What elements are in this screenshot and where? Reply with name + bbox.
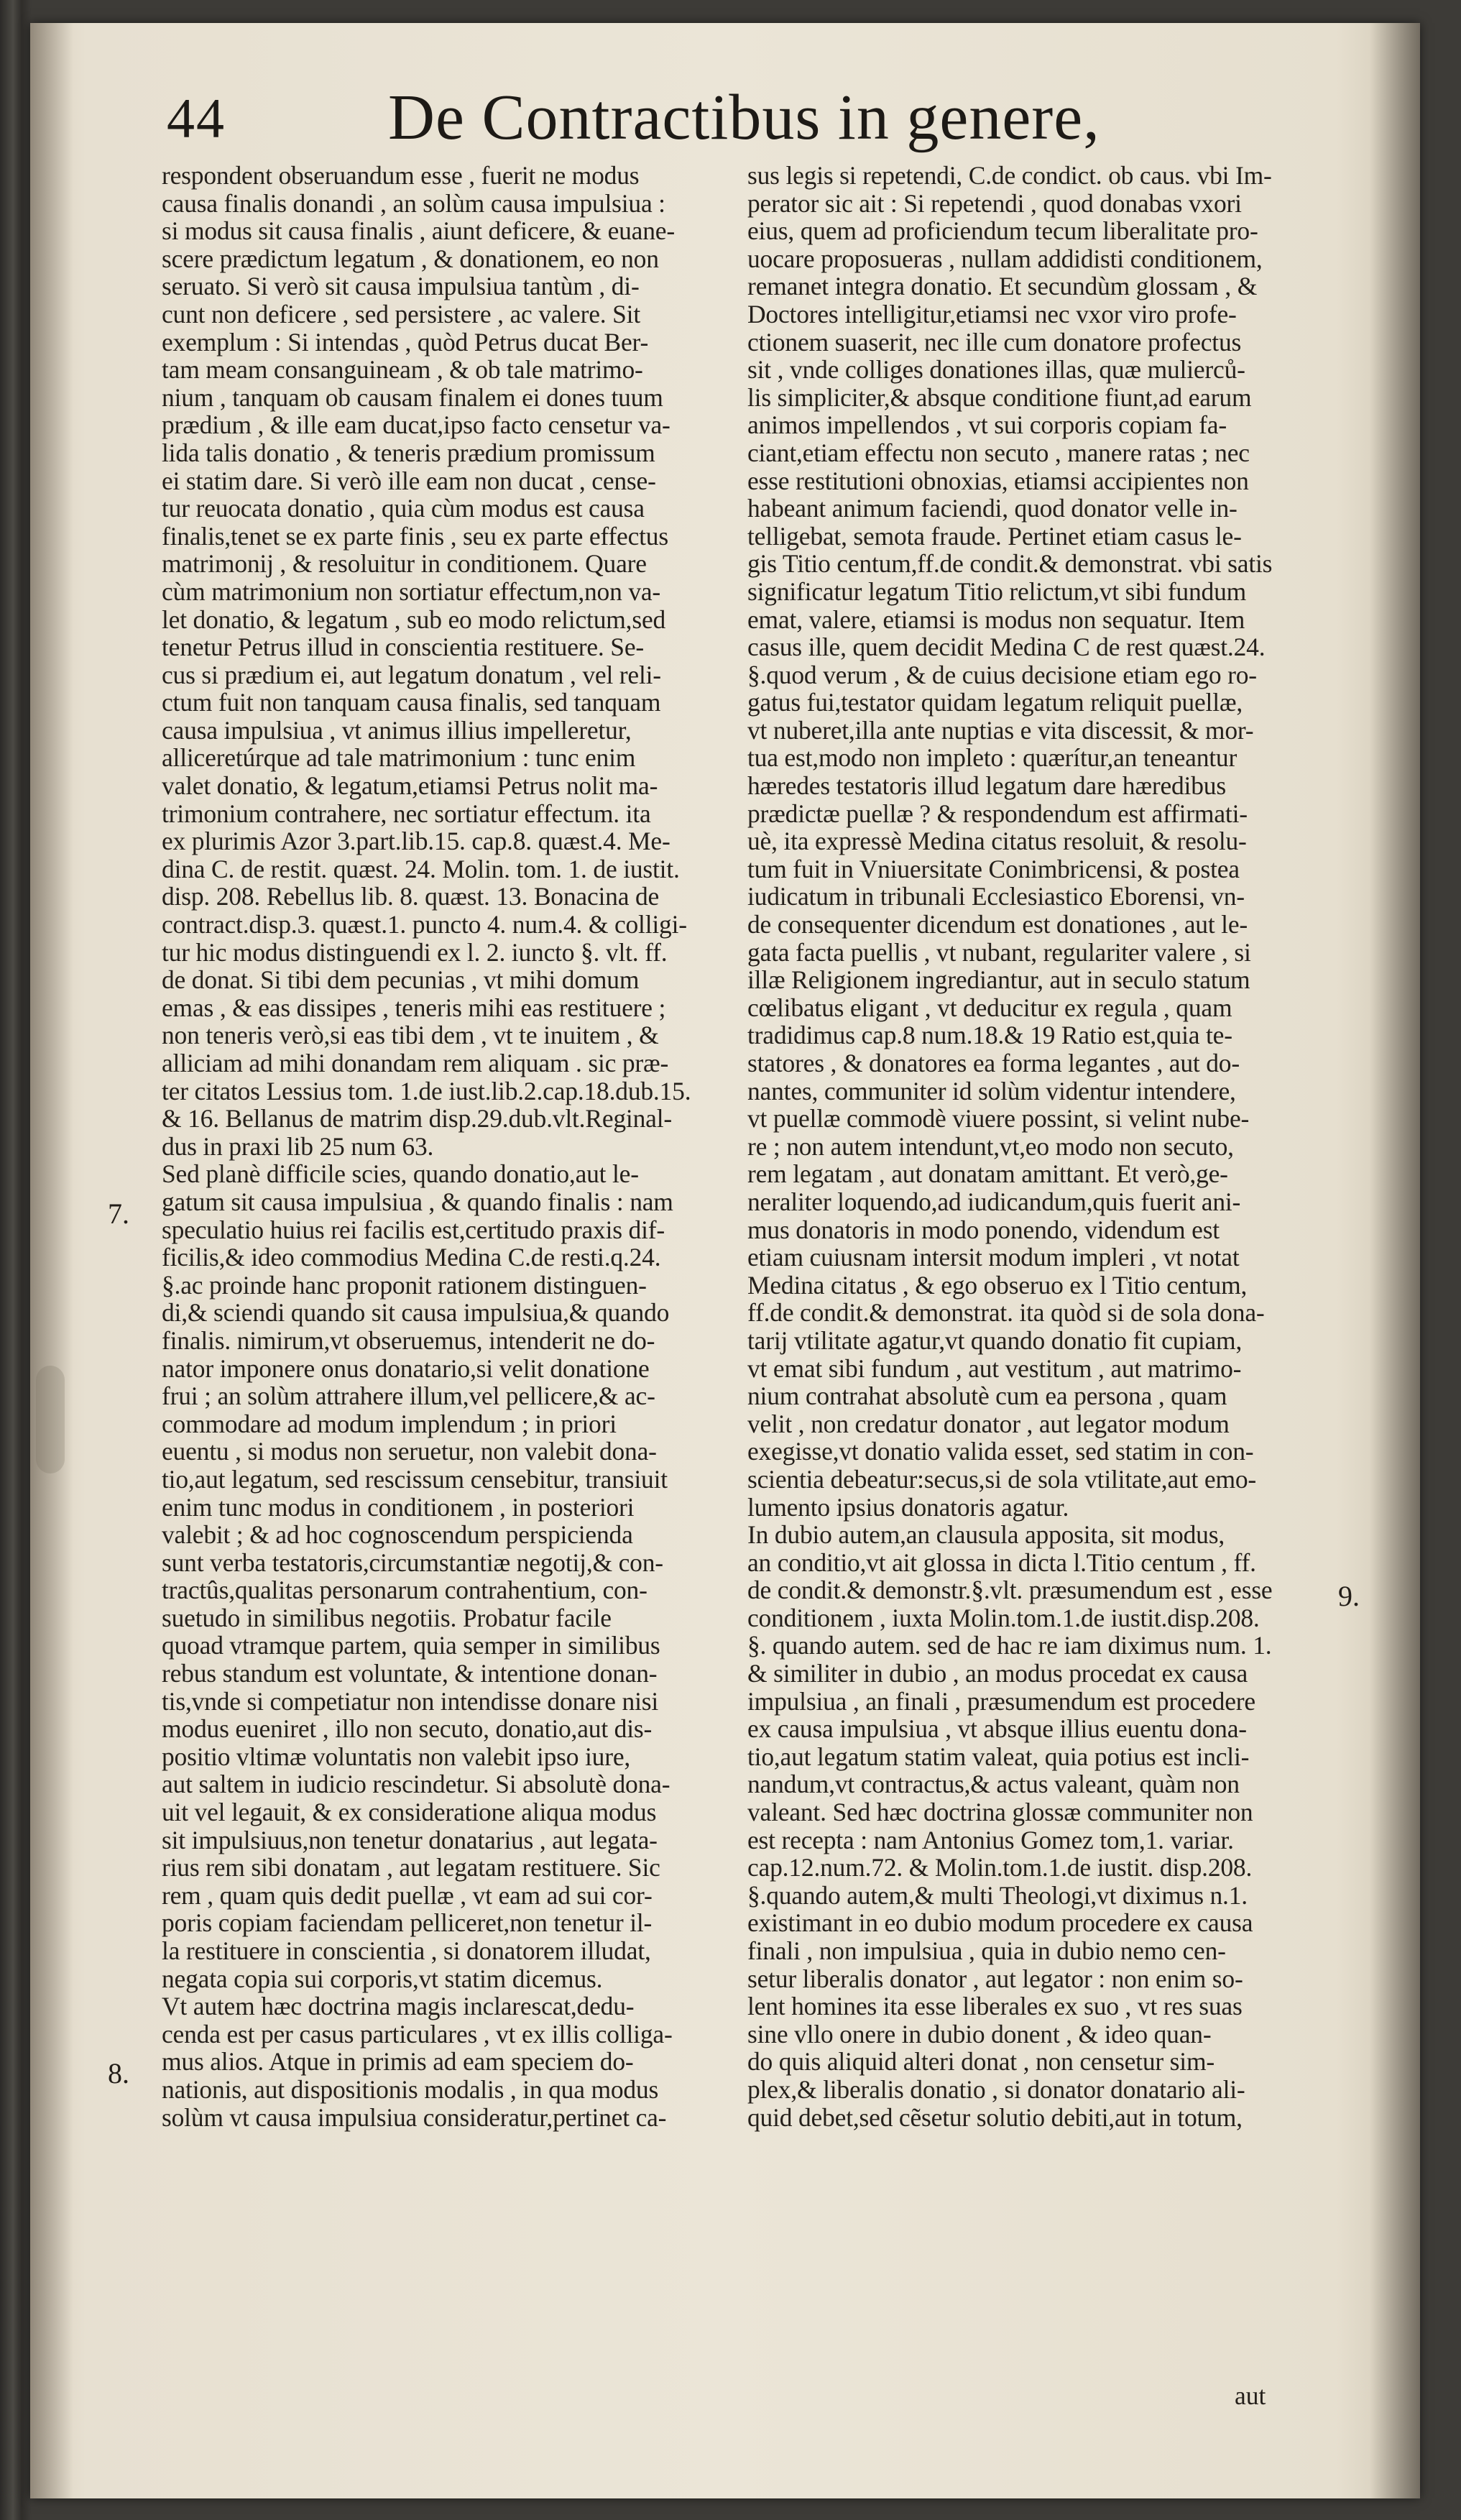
margin-number-7: 7. [108,1197,129,1230]
page-edge-shadow [1370,23,1420,2498]
page-number: 44 [167,87,226,150]
running-title: De Contractibus in genere, [388,82,1100,153]
catchword: aut [1235,2381,1266,2410]
margin-number-8: 8. [108,2057,129,2089]
left-text-column: respondent obseruandum esse , fuerit ne modus causa finalis donandi , an solùm causa impulsiua : si modus sit causa finalis , aiunt deficere, & euane- scere prædictum legatum , & donationem, eo non seruato. Si verò sit causa impulsiua tantùm , di- cunt non deficere , sed persistere , ac valere. Sit exemplum : Si intendas , quòd Petrus ducat Ber- tam meam consanguineam , & ob tale matrimo- nium , tanquam ob causam finalem ei dones tuum prædium , & ille eam ducat,ipso facto censetur va- lida talis donatio , & teneris prædium promissum ei statim dare. Si verò ille eam non ducat , cense- tur reuocata donatio , quia cùm modus est causa finalis,tenet se ex parte finis , seu ex parte effectus matrimonij , & resoluitur in conditionem. Quare cùm matrimonium non sortiatur effectum,non va- let donatio, & legatum , sub eo modo relictum,sed tenetur Petrus illud in conscientia restituere. Se- cus si prædium ei, aut legatum donatum , vel reli- ctum fuit non tanquam causa finalis, sed tanquam causa impulsiua , vt animus illius impelleretur, alliceretúrque ad tale matrimonium : tunc enim valet donatio, & legatum,etiamsi Petrus nolit ma- trimonium contrahere, nec sortiatur effectum. ita ex plurimis Azor 3.part.lib.15. cap.8. quæst.4. Me- dina C. de restit. quæst. 24. Molin. tom. 1. de iustit. disp. 208. Rebellus lib. 8. quæst. 13. Bonacina de contract.disp.3. quæst.1. puncto 4. num.4. & colligi- tur hic modus distinguendi ex l. 2. iuncto §. vlt. ff. de donat. Si tibi dem pecunias , vt mihi domum emas , & eas dissipes , teneris mihi eas restituere ; non teneris verò,si eas tibi dem , vt te inuitem , & alliciam ad mihi donandam rem aliquam . sic præ- ter citatos Lessius tom. 1.de iust.lib.2.cap.18.dub.15. & 16. Bellanus de matrim disp.29.dub.vlt.Reginal- dus in praxi lib 25 num 63. Sed planè difficile scies, quando donatio,aut le- gatum sit causa impulsiua , & quando finalis : nam speculatio huius rei facilis est,certitudo praxis dif- ficilis,& ideo commodius Medina C.de resti.q.24. §.ac proinde hanc proponit rationem distinguen- di,& sciendi quando sit causa impulsiua,& quando finalis. nimirum,vt obseruemus, intenderit ne do- nator imponere onus donatario,si velit donatione frui ; an solùm attrahere illum,vel pellicere,& ac- commodare ad modum implendum ; in priori euentu , si modus non seruetur, non valebit dona- tio,aut legatum, sed rescissum censebitur, transiuit enim tunc modus in conditionem , in posteriori valebit ; & ad hoc cognoscendum perspicienda sunt verba testatoris,circumstantiæ negotij,& con- tractûs,qualitas personarum contrahentium, con- suetudo in similibus negotiis. Probatur facile quoad vtramque partem, quia semper in similibus rebus standum est voluntate, & intentione donan- tis,vnde si competiatur non intendisse donare nisi modus eueniret , illo non secuto, donatio,aut dis- positio vltimæ voluntatis non valebit ipso iure, aut saltem in iudicio rescindetur. Si absolutè dona- uit vel legauit, & ex consideratione aliqua modus sit impulsiuus,non tenetur donatarius , aut legata- rius rem sibi donatam , aut legatam restituere. Sic rem , quam quis dedit puellæ , vt eam ad sui cor- poris copiam faciendam pelliceret,non tenetur il- la restituere in conscientia , si donatorem illudat, negata copia sui corporis,vt statim dicemus. Vt autem hæc doctrina magis inclarescat,dedu- cenda est per casus particulares , vt ex illis colliga- mus alios. Atque in primis ad eam speciem do- nationis, aut dispositionis modalis , in qua modus solùm vt causa impulsiua consideratur,pertinet ca- [162,161,691,2132]
binding-stain [36,1366,65,1473]
right-text-column: sus legis si repetendi, C.de condict. ob caus. vbi Im- perator sic ait : Si repetendi , quod donabas vxori eius, quem ad proficiendum tecum liberalitate pro- uocare proposueras , nullam addidisti conditionem, remanet integra donatio. Et secundùm glossam , & Doctores intelligitur,etiamsi nec vxor viro profe- ctionem suaserit, nec ille cum donatore profectus sit , vnde colliges donationes illas, quæ mulierců- lis simpliciter,& absque conditione fiunt,ad earum animos impellendos , vt sui corporis copiam fa- ciant,etiam effectu non secuto , manere ratas ; nec esse restitutioni obnoxias, etiamsi accipientes non habeant animum faciendi, quod donator velle in- telligebat, semota fraude. Pertinet etiam casus le- gis Titio centum,ff.de condit.& demonstrat. vbi satis significatur legatum Titio relictum,vt sibi fundum emat, valere, etiamsi is modus non sequatur. Item casus ille, quem decidit Medina C de rest quæst.24. §.quod verum , & de cuius decisione etiam ego ro- gatus fui,testator quidam legatum reliquit puellæ, vt nuberet,illa ante nuptias e vita discessit, & mor- tua est,modo non impleto : quærítur,an teneantur hæredes testatoris illud legatum dare hæredibus prædictæ puellæ ? & respondendum est affirmati- uè, ita expressè Medina citatus resoluit, & resolu- tum fuit in Vniuersitate Conimbricensi, & postea iudicatum in tribunali Ecclesiastico Eborensi, vn- de consequenter dicendum est donationes , aut le- gata facta puellis , vt nubant, regulariter valere , si illæ Religionem ingrediantur, aut in seculo statum cœlibatus eligant , vt deducitur ex regula , quam tradidimus cap.8 num.18.& 19 Ratio est,quia te- statores , & donatores ea forma legantes , aut do- nantes, communiter id solùm videntur intendere, vt puellæ commodè viuere possint, si velint nube- re ; non autem intendunt,vt,eo modo non secuto, rem legatam , aut donatam amittant. Et verò,ge- neraliter loquendo,ad iudicandum,quis fuerit ani- mus donatoris in modo ponendo, videndum est etiam cuiusnam intersit modum impleri , vt notat Medina citatus , & ego obseruo ex l Titio centum, ff.de condit.& demonstrat. ita quòd si de sola dona- tarij vtilitate agatur,vt quando donatio fit cupiam, vt emat sibi fundum , aut vestitum , aut matrimo- nium contrahat absolutè cum ea persona , quam velit , non credatur donator , aut legator modum exegisse,vt donatio valida esset, sed statim in con- scientia debeatur:secus,si de sola vtilitate,aut emo- lumento ipsius donatoris agatur. In dubio autem,an clausula apposita, sit modus, an conditio,vt ait glossa in dicta l.Titio centum , ff. de condit.& demonstr.§.vlt. præsumendum est , esse conditionem , iuxta Molin.tom.1.de iustit.disp.208. §. quando autem. sed de hac re iam diximus num. 1. & similiter in dubio , an modus procedat ex causa impulsiua , an finali , præsumendum est procedere ex causa impulsiua , vt absque illius euentu dona- tio,aut legatum statim valeat, quia potius est incli- nandum,vt contractus,& actus valeant, quàm non valeant. Sed hæc doctrina glossæ communiter non est recepta : nam Antonius Gomez tom,1. variar. cap.12.num.72. & Molin.tom.1.de iustit. disp.208. §.quando autem,& multi Theologi,vt diximus n.1. existimant in eo dubio modum procedere ex causa finali , non impulsiua , quia in dubio nemo cen- setur liberalis donator , aut legator : non enim so- lent homines ita esse liberales ex suo , vt res suas sine vllo onere in dubio donent , & ideo quan- do quis aliquid alteri donat , non censetur sim- plex,& liberalis donatio , si donator donatario ali- quid debet,sed cẽsetur solutio debiti,aut in totum, [747,161,1273,2132]
margin-number-9: 9. [1338,1580,1360,1612]
gutter-shadow [30,23,73,2498]
